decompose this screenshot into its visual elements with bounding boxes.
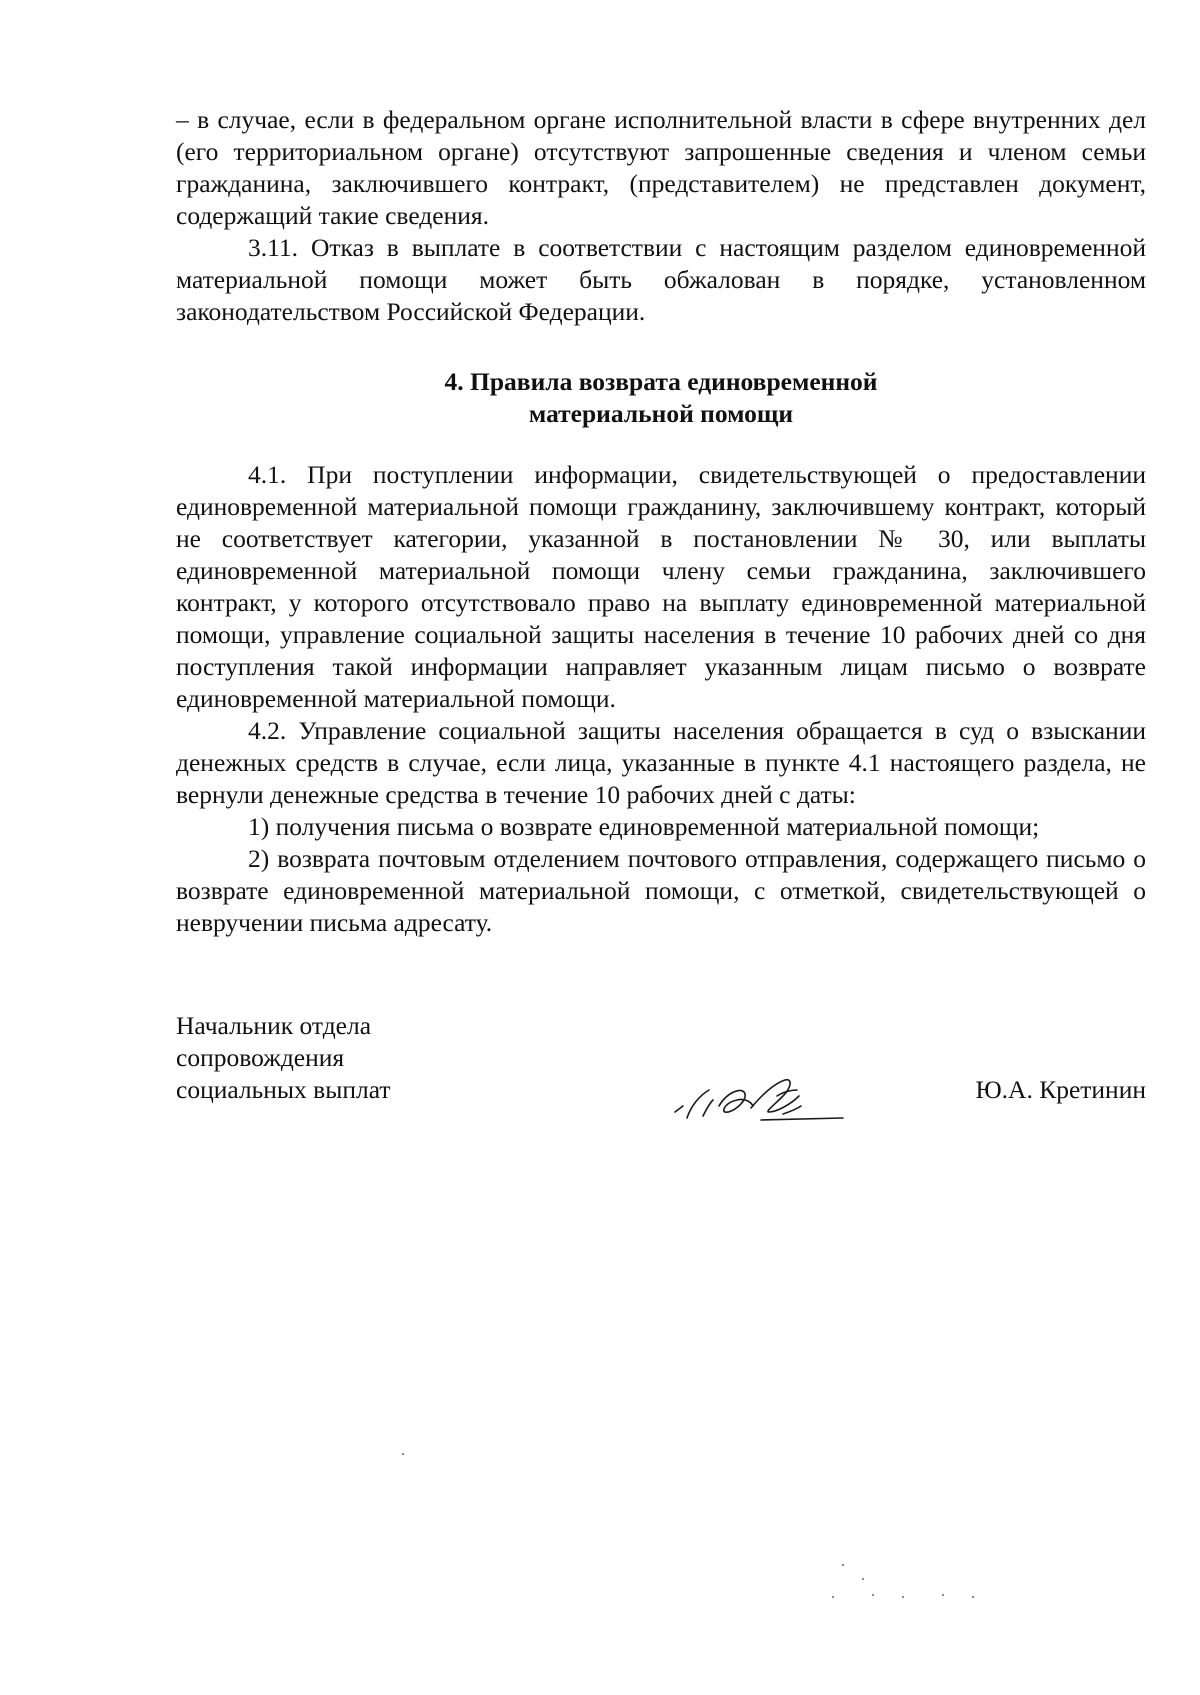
position-line-2: сопровождения — [176, 1043, 345, 1072]
section-4-body — [176, 459, 1146, 939]
paragraph-continuation: – в случае, если в федеральном органе исполнительной власти в сфере внутренних дел (его территориальном органе) отсутствуют запрошенные сведения и членом семьи гражданина, заключившего контракт, (представителем) не представлен документ, содержащий такие сведения. — [176, 105, 1146, 230]
signatory-name: Ю.А. Кретинин — [975, 1075, 1146, 1104]
handwritten-signature — [665, 1066, 855, 1136]
position-line-1: Начальник отдела — [176, 1011, 372, 1040]
section-heading-line-2: материальной помощи — [528, 399, 794, 428]
section-3-tail — [176, 104, 1146, 328]
scan-artifact — [842, 1564, 844, 1566]
scan-artifact — [942, 1594, 944, 1596]
scan-artifact — [872, 1594, 874, 1596]
section-heading-line-1: 4. Правила возврата единовременной — [444, 367, 878, 396]
paragraph-4-1: 4.1. При поступлении информации, свидетельствующей о предоставлении единовременной материальной помощи гражданину, заключившему контракт, который не соответствует категории, указанной в постановлении № 30, или выплаты единовременной материальной помощи члену семьи гражданина, заключившего контракт, у которого отсутствовало право на выплату единовременной материальной помощи, управление социальной защиты населения в течение 10 рабочих дней со дня поступления такой информации направляет указанным лицам письмо о возврате единовременной материальной помощи. — [176, 460, 1146, 713]
list-item-1: 1) получения письма о возврате единовременной материальной помощи; — [248, 812, 1040, 841]
paragraph-3-11: 3.11. Отказ в выплате в соответствии с настоящим разделом единовременной материальной помощи может быть обжалован в порядке, установленном законодательством Российской Федерации. — [176, 233, 1146, 326]
position-line-3: социальных выплат — [176, 1075, 391, 1104]
scan-artifact — [402, 1453, 404, 1455]
scan-artifact — [902, 1596, 904, 1598]
paragraph-4-2: 4.2. Управление социальной защиты населения обращается в суд о взыскании денежных средств в случае, если лица, указанные в пункте 4.1 настоящего раздела, не вернули денежные средства в течение 10 рабочих дней с даты: — [176, 716, 1146, 809]
list-item-2: 2) возврата почтовым отделением почтового отправления, содержащего письмо о возврате единовременной материальной помощи, с отметкой, свидетельствующей о невручении письма адресату. — [176, 844, 1146, 937]
signatory-position — [176, 1010, 391, 1106]
scan-artifact — [862, 1578, 864, 1580]
section-4-heading — [176, 366, 1146, 430]
scan-artifact — [832, 1596, 834, 1598]
scan-artifact — [972, 1596, 974, 1598]
